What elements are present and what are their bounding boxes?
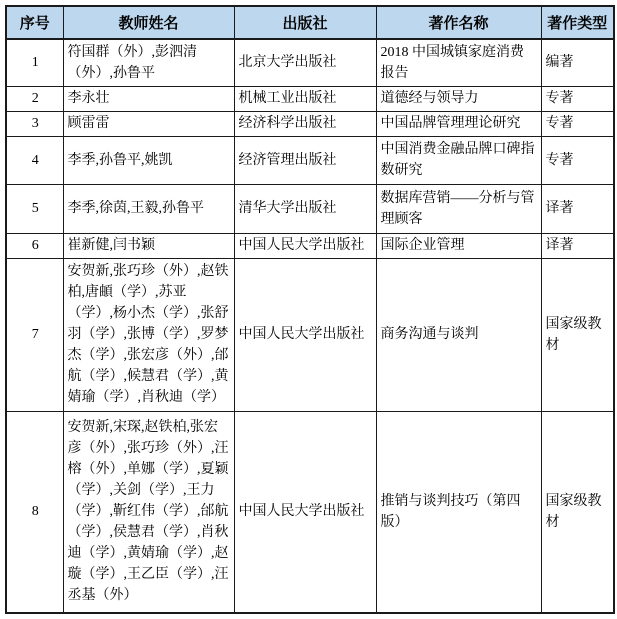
- cell-publisher: 机械工业出版社: [234, 86, 376, 111]
- cell-type: 国家级教材: [541, 411, 614, 613]
- header-cell-title: 著作名称: [376, 6, 541, 39]
- cell-title: 商务沟通与谈判: [376, 258, 541, 411]
- cell-publisher: 中国人民大学出版社: [234, 233, 376, 258]
- header-cell-publisher: 出版社: [234, 6, 376, 39]
- table-row: [6, 136, 614, 184]
- cell-title: 中国品牌管理理论研究: [376, 111, 541, 136]
- cell-title: 道德经与领导力: [376, 86, 541, 111]
- cell-no: 3: [6, 111, 63, 136]
- cell-type: 国家级教材: [541, 258, 614, 411]
- table-header: [6, 6, 614, 39]
- publications-table: [5, 5, 615, 614]
- cell-no: 6: [6, 233, 63, 258]
- cell-publisher: 经济管理出版社: [234, 136, 376, 184]
- cell-type: 专著: [541, 86, 614, 111]
- cell-type: 专著: [541, 136, 614, 184]
- header-cell-no: 序号: [6, 6, 63, 39]
- cell-no: 8: [6, 411, 63, 613]
- cell-type: 专著: [541, 111, 614, 136]
- header-row: [6, 6, 614, 39]
- cell-publisher: 中国人民大学出版社: [234, 258, 376, 411]
- cell-type: 编著: [541, 39, 614, 86]
- cell-title: 2018 中国城镇家庭消费报告: [376, 39, 541, 86]
- cell-no: 7: [6, 258, 63, 411]
- cell-title: 中国消费金融品牌口碑指数研究: [376, 136, 541, 184]
- table-row: [6, 411, 614, 613]
- cell-teachers: 符国群（外）,彭泗清（外）,孙鲁平: [63, 39, 234, 86]
- table-row: [6, 86, 614, 111]
- cell-title: 推销与谈判技巧（第四版）: [376, 411, 541, 613]
- cell-no: 4: [6, 136, 63, 184]
- table-row: [6, 111, 614, 136]
- cell-teachers: 李永壮: [63, 86, 234, 111]
- table-body: [6, 39, 614, 613]
- cell-teachers: 李季,孙鲁平,姚凯: [63, 136, 234, 184]
- cell-teachers: 安贺新,张巧珍（外）,赵铁柏,唐頔（学）,苏亚（学）,杨小杰（学）,张舒羽（学）,张博（学）,罗梦杰（学）,张宏彦（外）,邰航（学）,候慧君（学）,黄婧瑜（学）,肖秋迪（学）: [63, 258, 234, 411]
- cell-no: 1: [6, 39, 63, 86]
- cell-type: 译著: [541, 184, 614, 233]
- cell-publisher: 经济科学出版社: [234, 111, 376, 136]
- table-row: [6, 39, 614, 86]
- cell-teachers: 崔新健,闫书颖: [63, 233, 234, 258]
- cell-publisher: 清华大学出版社: [234, 184, 376, 233]
- table-row: [6, 184, 614, 233]
- cell-teachers: 李季,徐茵,王毅,孙鲁平: [63, 184, 234, 233]
- cell-no: 5: [6, 184, 63, 233]
- table-row: [6, 233, 614, 258]
- cell-title: 国际企业管理: [376, 233, 541, 258]
- header-cell-teachers: 教师姓名: [63, 6, 234, 39]
- header-cell-type: 著作类型: [541, 6, 614, 39]
- table-row: [6, 258, 614, 411]
- cell-publisher: 中国人民大学出版社: [234, 411, 376, 613]
- cell-title: 数据库营销——分析与管理顾客: [376, 184, 541, 233]
- cell-type: 译著: [541, 233, 614, 258]
- cell-no: 2: [6, 86, 63, 111]
- cell-teachers: 顾雷雷: [63, 111, 234, 136]
- cell-publisher: 北京大学出版社: [234, 39, 376, 86]
- cell-teachers: 安贺新,宋琛,赵铁柏,张宏彦（外）,张巧珍（外）,汪榕（外）,单娜（学）,夏颖（学）,关剑（学）,王力（学）,靳红伟（学）,邰航（学）,侯慧君（学）,肖秋迪（学）,黄婧瑜（学）,赵璇（学）,王乙臣（学）,汪丞基（外）: [63, 411, 234, 613]
